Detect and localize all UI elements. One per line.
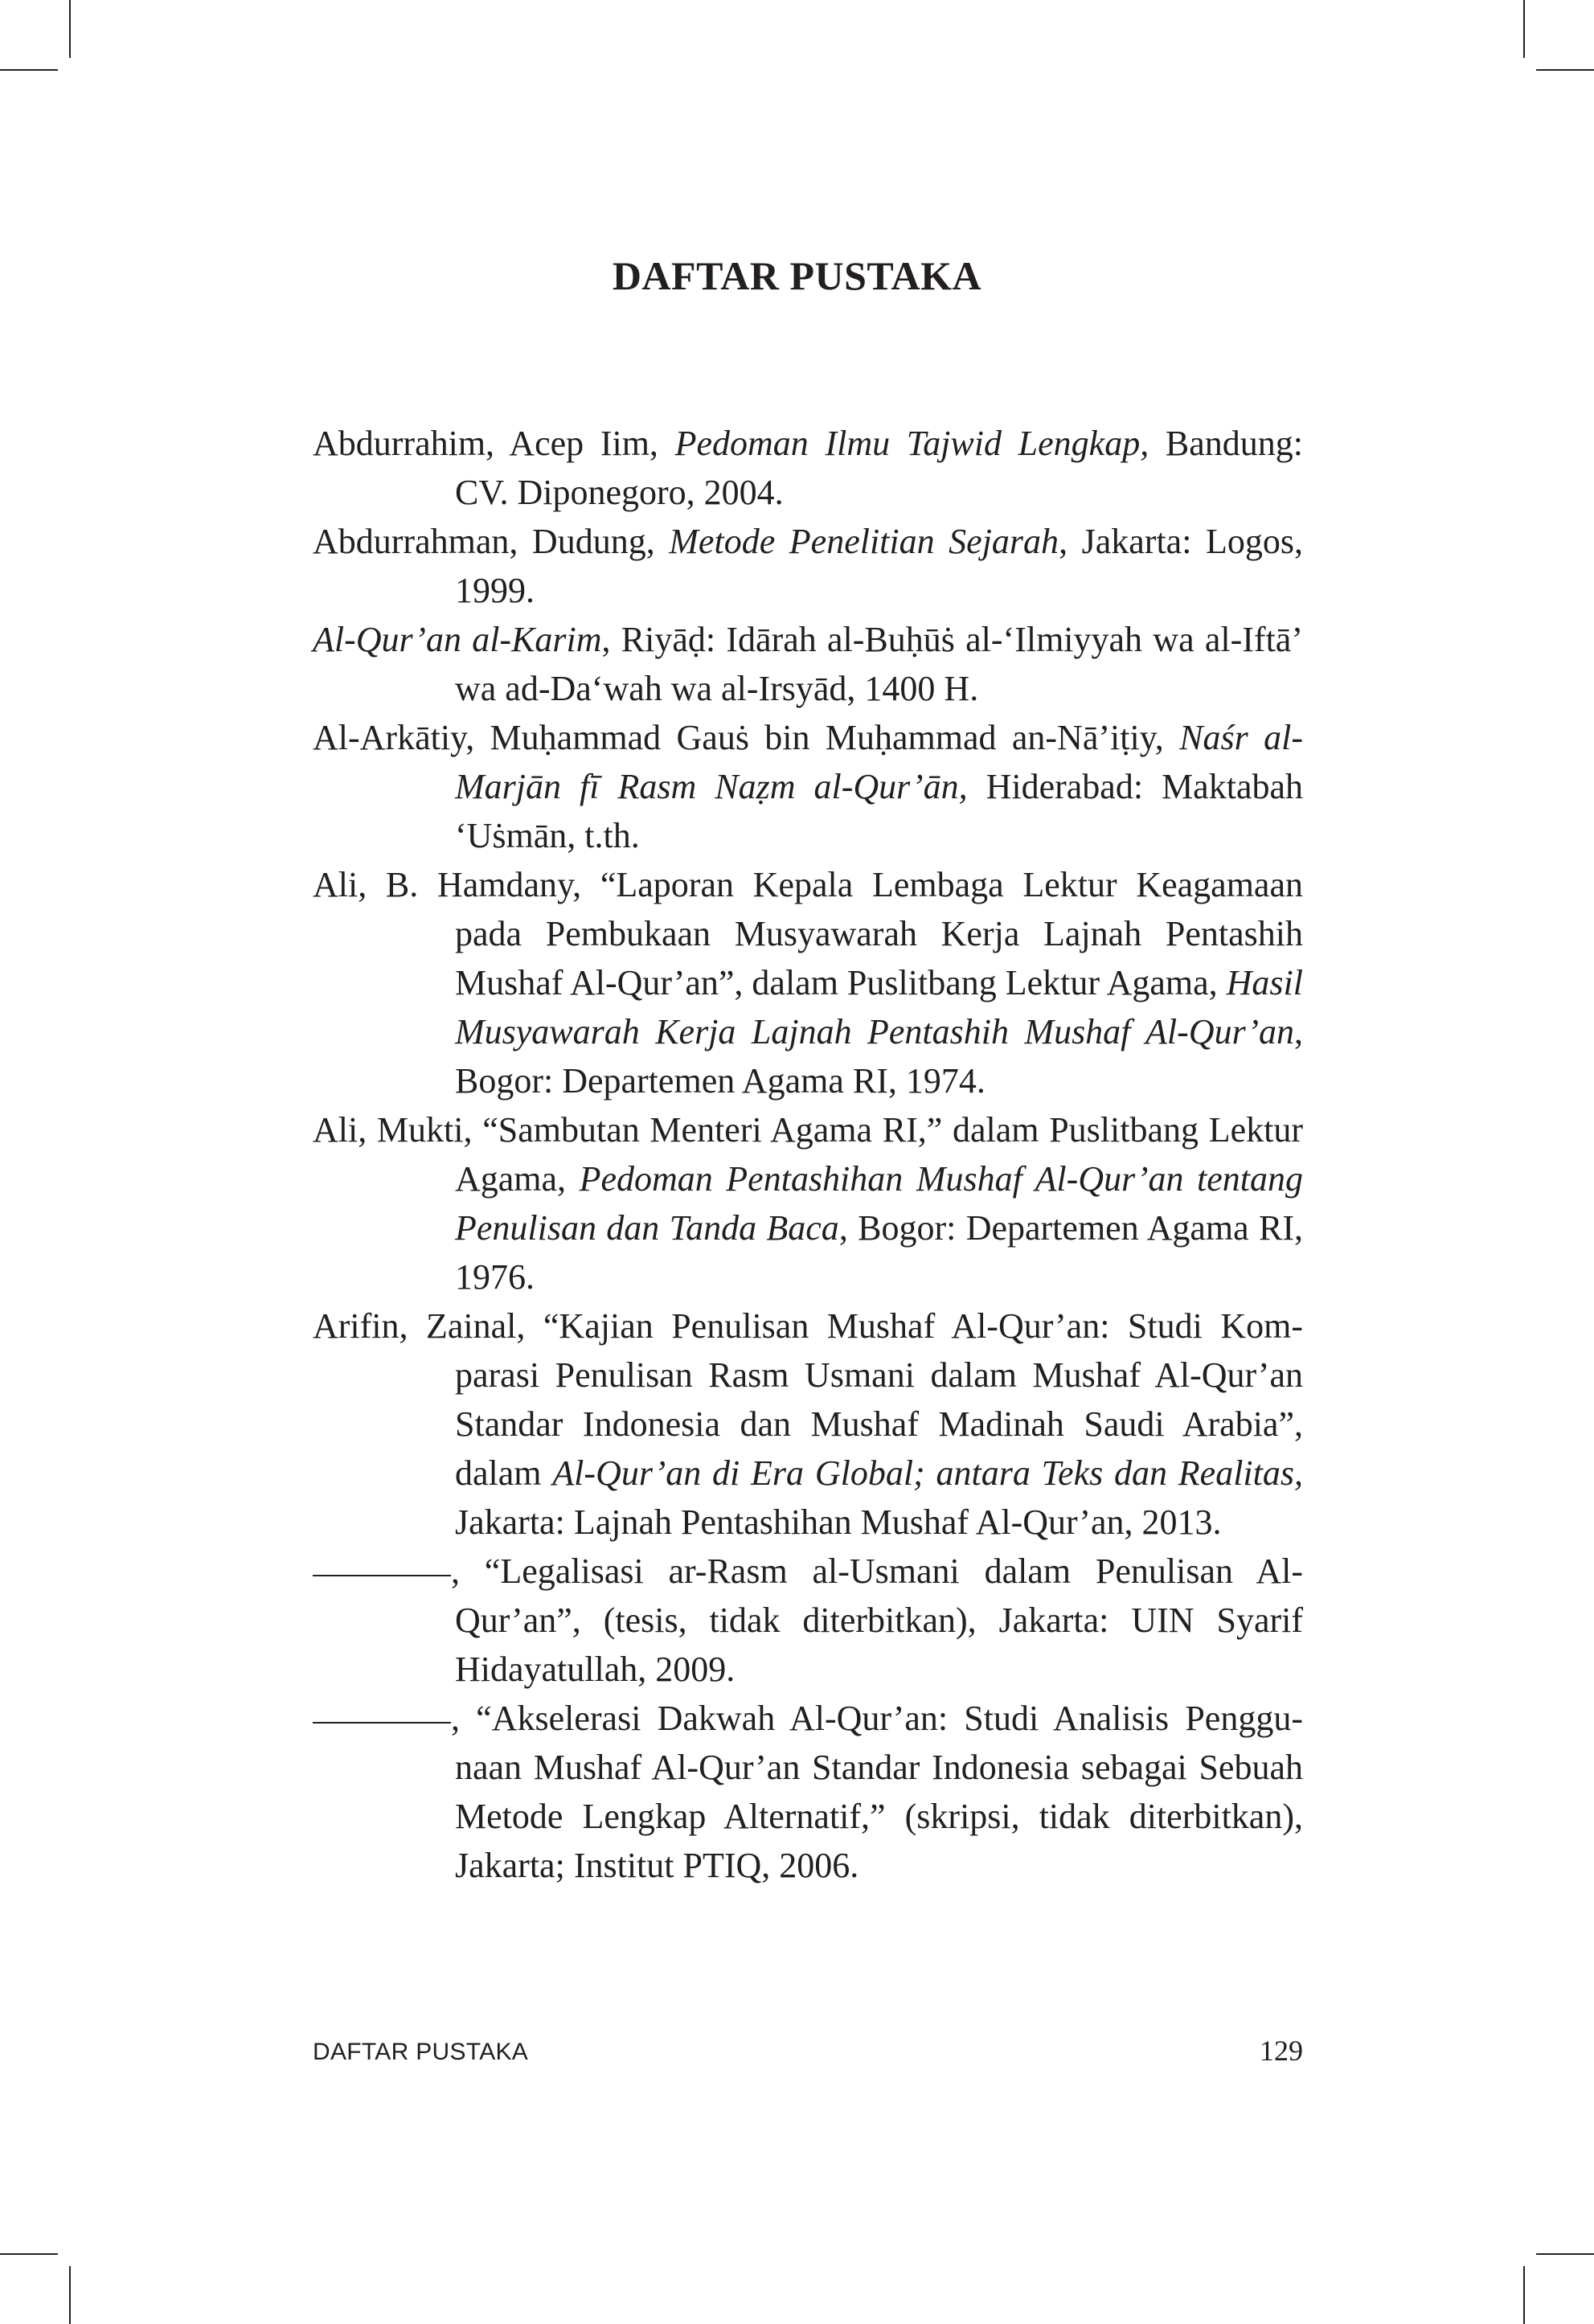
reference-text: Abdurrahim, Acep Iim, — [313, 424, 675, 463]
reference-title: Al-Qur’an di Era Global; antara Teks dan Realitas, — [552, 1453, 1303, 1493]
reference-text: Bandung: CV. Diponegoro, 2004. — [455, 424, 1303, 512]
reference-entry — [313, 1547, 1303, 1694]
reference-text: , Bogor: Departemen Agama RI, 1976. — [455, 1208, 1303, 1297]
reference-title: Naśr al-Marjān fī Rasm Naẓm al-Qur’ān, — [455, 718, 1303, 806]
reference-entry — [313, 1105, 1303, 1301]
reference-text: , “Legalisasi ar-Rasm al-Usmani dalam Penulisan Al-Qur’an”, (tesis, tidak diterbitkan), Jakarta: UIN Syarif Hidayatullah, 2009. — [451, 1551, 1303, 1689]
reference-entry — [313, 713, 1303, 860]
page-title: DAFTAR PUSTAKA — [612, 253, 982, 298]
reference-title: Metode Penelitian Sejarah — [669, 522, 1059, 561]
reference-title: Hasil Musyawarah Kerja Lajnah Pentashih Mushaf Al-Qur’an — [455, 963, 1304, 1051]
reference-entry — [313, 1301, 1303, 1547]
crop-mark-top-left-h — [0, 69, 58, 71]
reference-title: Pedoman Pentashihan Mushaf Al-Qur’an tentang Penulisan dan Tanda Baca — [455, 1159, 1303, 1248]
reference-text: Ali, Mukti, “Sambutan Menteri Agama RI,” dalam Puslitbang Lektur Agama, — [313, 1110, 1303, 1199]
reference-text: Arifin, Zainal, “Kajian Penulisan Mushaf Al-Qur’an: Studi Komparasi Penulisan Rasm Usmani dalam Mushaf Al-Qur’an Standar Indonesia dan Mushaf Madinah Saudi Arabia”, dalam — [313, 1306, 1303, 1493]
page-number: 129 — [1260, 2035, 1303, 2067]
reference-text: , “Akselerasi Dakwah Al-Qur’an: Studi Analisis Penggunaan Mushaf Al-Qur’an Standar Indonesia sebagai Sebuah Metode Lengkap Alternatif,” (skripsi, tidak diterbitkan), Jakarta; Institut PTIQ, 2006. — [451, 1699, 1303, 1885]
reference-text: Hiderabad: Maktabah ‘Uṡmān, t.th. — [455, 767, 1303, 855]
crop-mark-bottom-right-v — [1523, 2266, 1525, 2324]
reference-list — [313, 419, 1303, 1890]
crop-mark-bottom-left-v — [69, 2266, 71, 2324]
crop-mark-bottom-right-h — [1536, 2253, 1594, 2255]
reference-entry — [313, 615, 1303, 713]
crop-mark-bottom-left-h — [0, 2253, 58, 2255]
crop-mark-top-left-v — [69, 0, 71, 58]
reference-text: , Bogor: Departemen Agama RI, 1974. — [455, 1012, 1303, 1101]
repeat-author-dash — [313, 1722, 451, 1724]
reference-title: Al-Qur’an al-Karim — [313, 620, 602, 659]
reference-text: , Jakarta: Logos, 1999. — [455, 522, 1304, 610]
reference-title: Pedoman Ilmu Tajwid Lengkap, — [674, 424, 1149, 463]
reference-text: Ali, B. Hamdany, “Laporan Kepala Lembaga Lektur Keagamaan pada Pembukaan Musyawarah Kerja Lajnah Pentashih Mushaf Al-Qur’an”, dalam Puslitbang Lektur Agama, — [313, 865, 1303, 1002]
crop-mark-top-right-h — [1536, 69, 1594, 71]
reference-text: , Riyāḍ: Idārah al-Buḥūṡ al-‘Ilmiyyah wa al-Iftā’ wa ad-Da‘wah wa al-Irsyād, 1400 H. — [455, 620, 1303, 708]
repeat-author-dash — [313, 1575, 451, 1576]
running-footer-section: DAFTAR PUSTAKA — [313, 2039, 529, 2065]
reference-entry — [313, 419, 1303, 517]
reference-entry — [313, 517, 1303, 615]
reference-entry — [313, 1694, 1303, 1890]
reference-entry — [313, 860, 1303, 1105]
crop-mark-top-right-v — [1523, 0, 1525, 58]
reference-text: Jakarta: Lajnah Pentashihan Mushaf Al-Qur’an, 2013. — [455, 1502, 1222, 1542]
reference-text: Al-Arkātiy, Muḥammad Gauṡ bin Muḥammad an-Nā’iṭiy, — [313, 718, 1180, 757]
reference-text: Abdurrahman, Dudung, — [313, 522, 670, 561]
